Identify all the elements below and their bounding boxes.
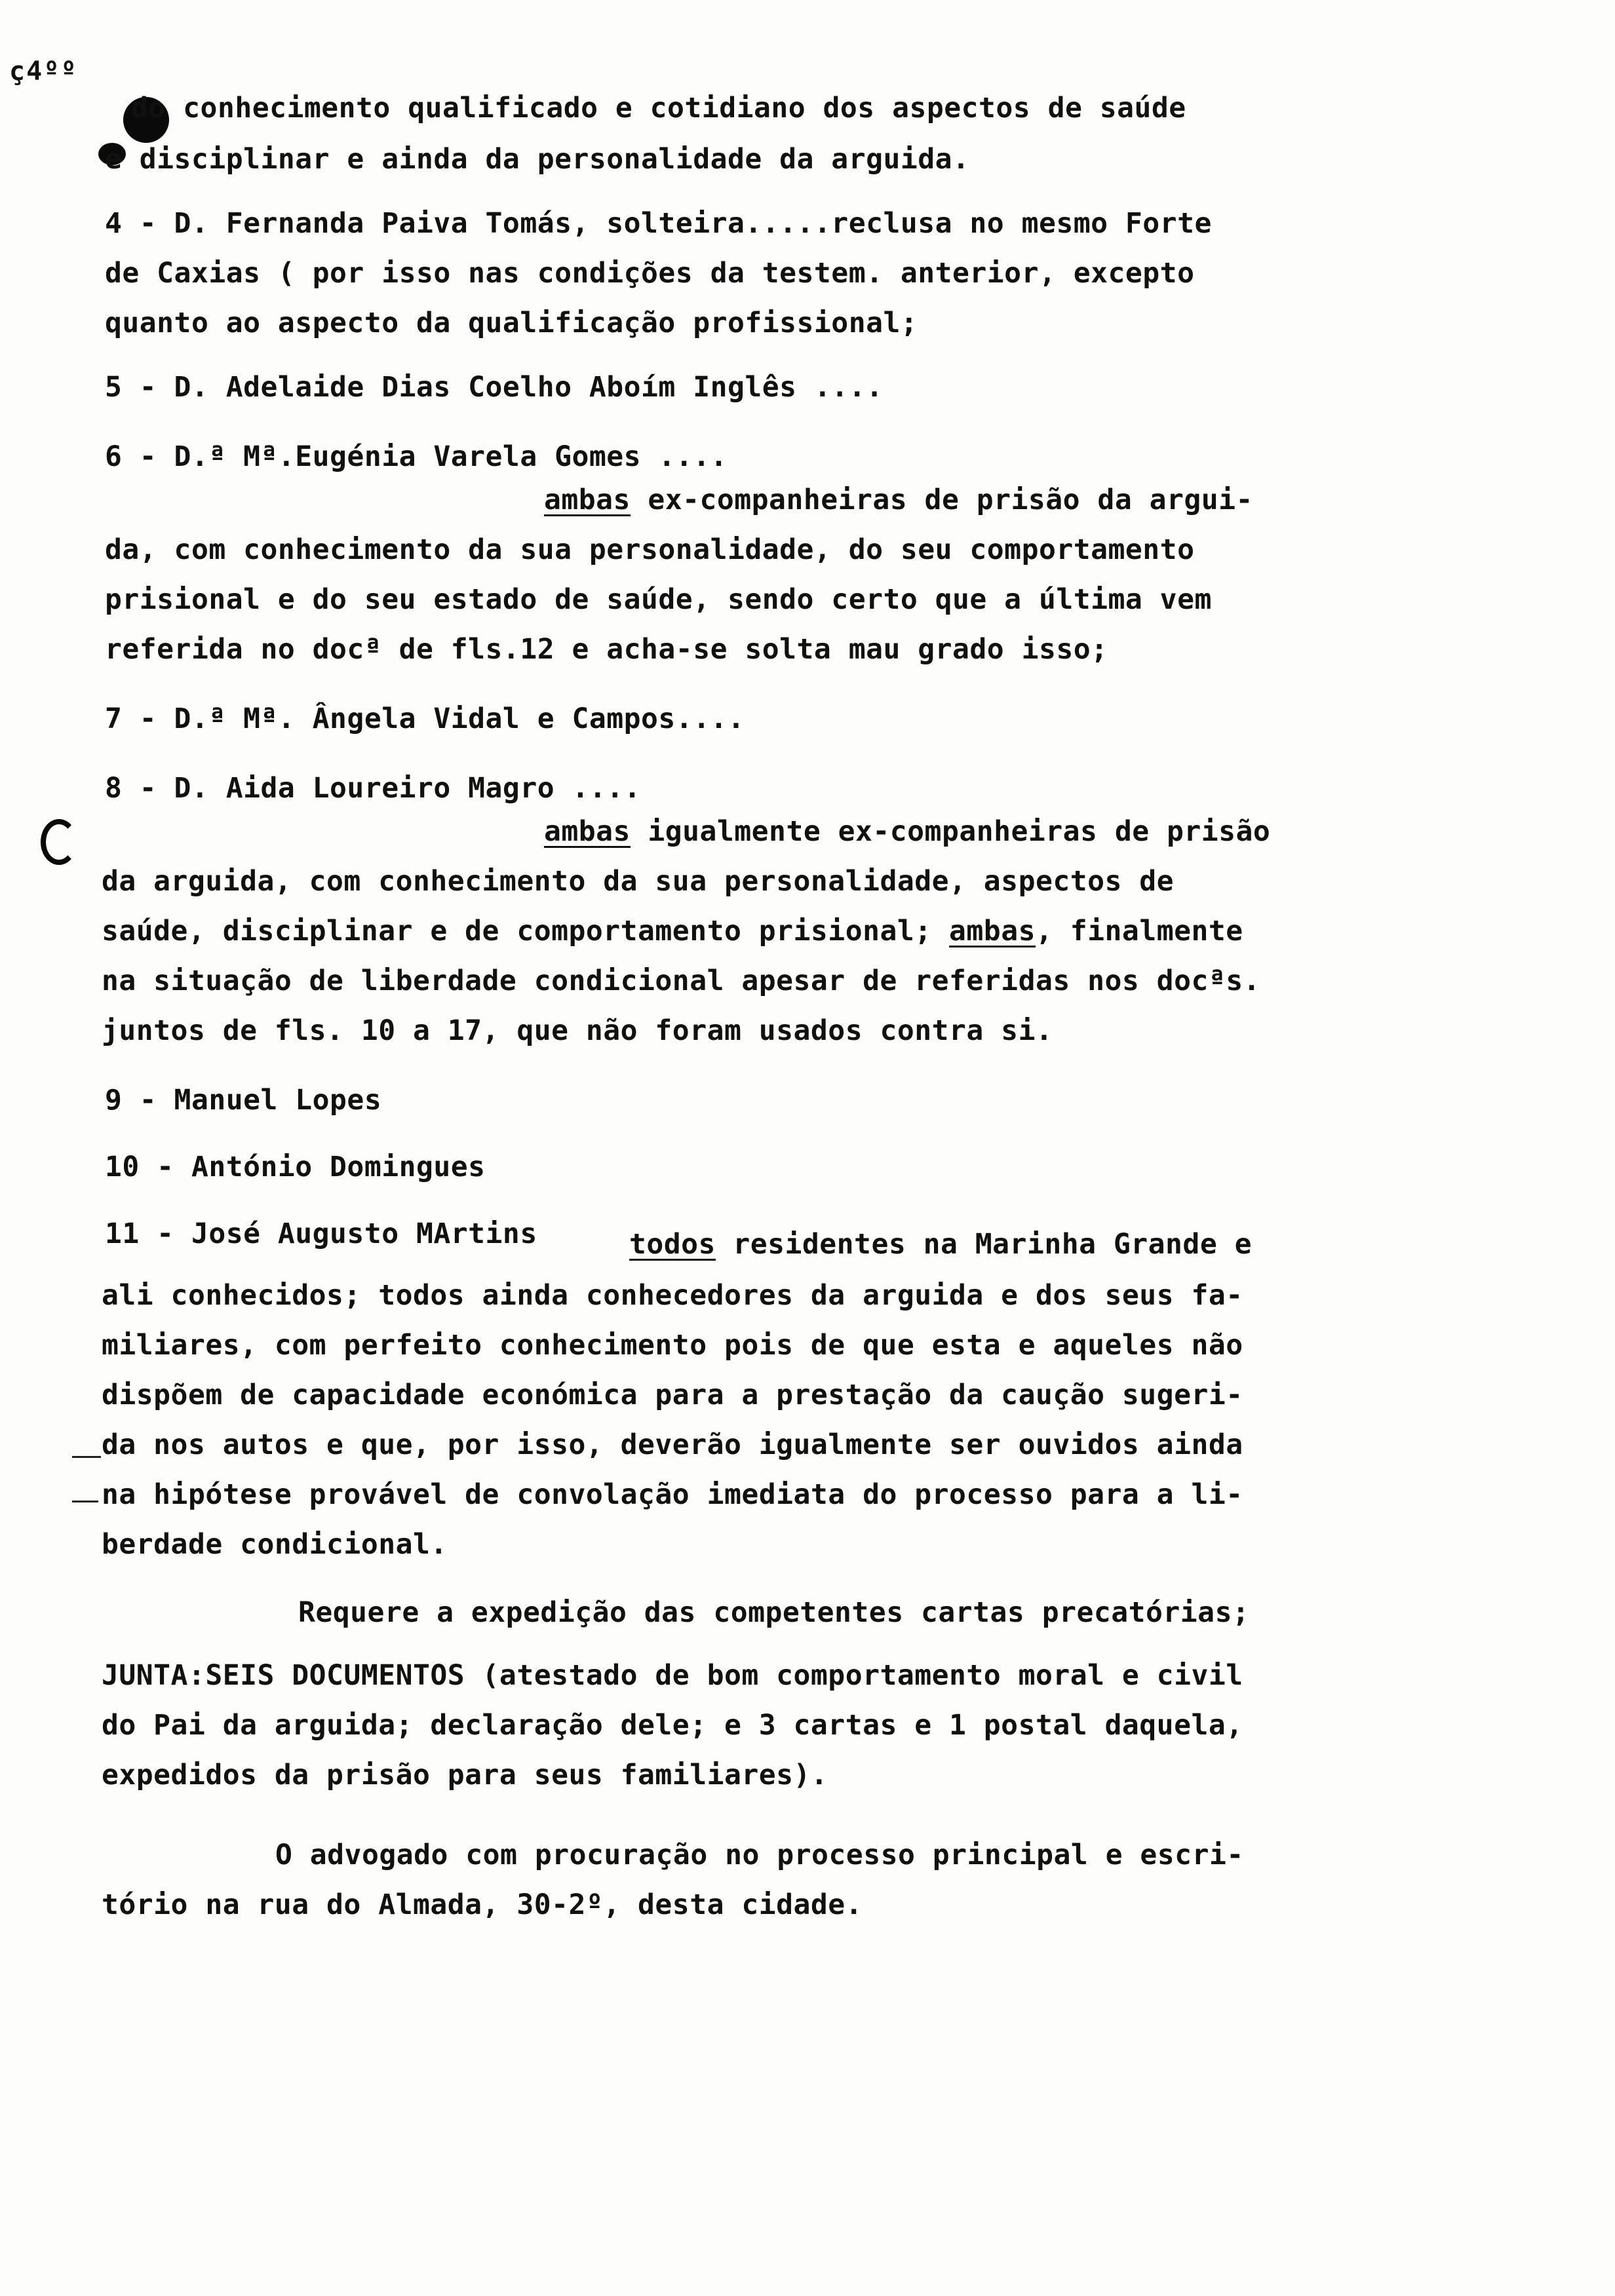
text-line: 7 - D.ª Mª. Ângela Vidal e Campos.... [105, 702, 745, 735]
text-line: 5 - D. Adelaide Dias Coelho Aboím Inglês .... [105, 371, 884, 404]
text-fragment: ex-companheiras de prisão da argui- [648, 484, 1253, 516]
text-fragment: igualmente ex-companheiras de prisão [648, 815, 1271, 848]
text-line: expedidos da prisão para seus familiares). [102, 1759, 828, 1791]
corner-mark: ç4ºº [9, 56, 78, 86]
text-line: do Pai da arguida; declaração dele; e 3 cartas e 1 postal daquela, [102, 1709, 1243, 1742]
text-line [102, 915, 1243, 947]
text-line: da nos autos e que, por isso, deverão igualmente ser ouvidos ainda [102, 1428, 1243, 1461]
text-line: 9 - Manuel Lopes [105, 1084, 382, 1117]
underlined-word: todos [629, 1228, 716, 1261]
text-line: e disciplinar e ainda da personalidade da arguida. [105, 143, 970, 176]
text-line: berdade condicional. [102, 1528, 448, 1561]
text-line: da arguida, com conhecimento da sua personalidade, aspectos de [102, 865, 1175, 898]
text-fragment: residentes na Marinha Grande e [733, 1228, 1252, 1261]
text-line: prisional e do seu estado de saúde, sendo certo que a última vem [105, 583, 1212, 616]
text-line: JUNTA:SEIS DOCUMENTOS (atestado de bom comportamento moral e civil [102, 1659, 1243, 1692]
text-line: juntos de fls. 10 a 17, que não foram usados contra si. [102, 1014, 1053, 1047]
text-line: 6 - D.ª Mª.Eugénia Varela Gomes .... [105, 440, 728, 473]
text-line: miliares, com perfeito conhecimento pois de que esta e aqueles não [102, 1329, 1243, 1362]
text-line: ali conhecidos; todos ainda conhecedores da arguida e dos seus fa- [102, 1279, 1243, 1312]
text-line [544, 815, 1270, 848]
margin-dash-mark [72, 1501, 98, 1502]
underlined-word: ambas [544, 815, 631, 848]
text-fragment: saúde, disciplinar e de comportamento prisional; [102, 915, 932, 947]
text-line: na situação de liberdade condicional apesar de referidas nos docªs. [102, 965, 1261, 997]
text-line: tório na rua do Almada, 30-2º, desta cidade. [102, 1888, 863, 1921]
text-line [629, 1228, 1252, 1261]
margin-bracket-mark [41, 819, 77, 865]
text-line: 11 - José Augusto MArtins [105, 1217, 537, 1250]
margin-dash-mark [72, 1456, 101, 1458]
underlined-word: ambas [949, 915, 1036, 947]
text-line: da, com conhecimento da sua personalidade, do seu comportamento [105, 533, 1195, 566]
text-line: na hipótese provável de convolação imediata do processo para a li- [102, 1478, 1243, 1511]
text-line: O advogado com procuração no processo principal e escri- [275, 1839, 1244, 1871]
text-line: dispõem de capacidade económica para a prestação da caução sugeri- [102, 1379, 1243, 1411]
text-line: 4 - D. Fernanda Paiva Tomás, solteira.....reclusa no mesmo Forte [105, 207, 1212, 240]
text-line: Requere a expedição das competentes cartas precatórias; [298, 1596, 1250, 1629]
text-line: do conhecimento qualificado e cotidiano dos aspectos de saúde [131, 92, 1186, 124]
text-fragment: , [1035, 915, 1070, 947]
underlined-word: ambas [544, 484, 631, 516]
text-line: 8 - D. Aida Loureiro Magro .... [105, 772, 642, 805]
text-fragment: finalmente [1070, 915, 1243, 947]
text-line: de Caxias ( por isso nas condições da testem. anterior, excepto [105, 257, 1195, 290]
text-line [544, 484, 1253, 516]
text-line: referida no docª de fls.12 e acha-se solta mau grado isso; [105, 633, 1108, 666]
text-line: 10 - António Domingues [105, 1151, 486, 1183]
text-line: quanto ao aspecto da qualificação profissional; [105, 307, 918, 339]
